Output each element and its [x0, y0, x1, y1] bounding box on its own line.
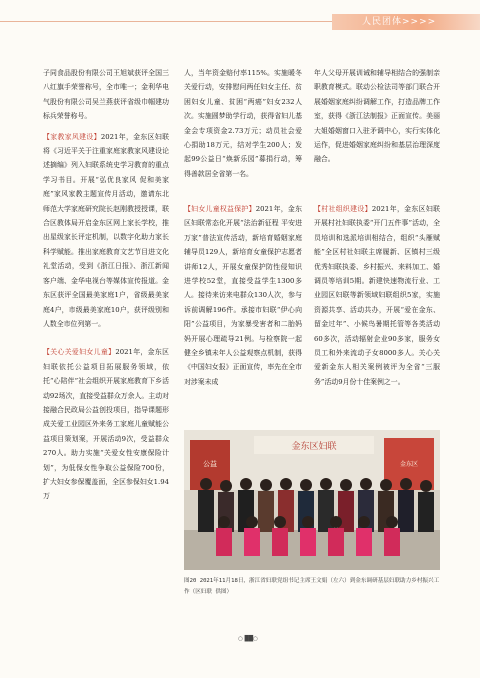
village-text: 2021年，金东区妇联开展村社妇联执委“开门五件事”活动，全员培训和选派培训相结合，组织“头雁赋能”全区村社妇联主席履新、区镇村三级优秀妇联执委、乡村振兴、来料加工、婚调员等培训5期。新建快速物流行业、工业园区妇联等新领域妇联组织5家，实施资源共享、活动共办，开展“爱在金东、留金过年”、小候鸟暑期托管等各类活动60多次，活动辐射企业90多家，服务女员工和外来流动子女8000多人。关心关爱新金东人相关案例被评为全省“三服务”活动9月份十佳案例之一。	[314, 205, 440, 386]
rights-text: 2021年，金东区妇联常态化开展“法治新征程 平安进万家”普法宣传活动，新培育婚姻家庭辅导员129人，新培育女童保护志愿者讲师12人，开展女童保护防性侵知识进学校52堂，直接受益学生1300多人。接待来访来电群众130人次，参与诉前调解196件。承接市妇联“伊心向阳”公益项目，为家暴受害者和二胎妈妈开展心理疏导21例。与检察院一起健全乡镇未年人公益观察点机制，获得《中国妇女报》正面宣传，率先在全市对涉案未成	[184, 205, 302, 386]
village-heading: 【村社组织建设】	[314, 205, 372, 213]
column-2-bottom	[184, 202, 302, 418]
care-heading: 【关心关爱妇女儿童】	[43, 348, 116, 357]
care-section	[43, 345, 169, 503]
board-right-text: 金东区	[399, 461, 419, 468]
family-heading: 【家教家风建设】	[43, 132, 101, 141]
column-1-intro: 子同食品股份有限公司王旭斌获评全国三八红旗手荣誉称号，全市唯一；金利华电气股份有限公司吴兰燕获评省级巾帼建功标兵荣誉称号。	[43, 69, 169, 121]
section-title: 人民团体>>>>	[362, 17, 437, 27]
village-section	[314, 202, 440, 389]
page-footer: ○ ██○	[238, 636, 258, 642]
rights-heading: 【妇女儿童权益保护】	[184, 205, 256, 213]
care-text: 2021年，金东区妇联依托公益项目拓展服务领域，依托“心陪伴”社会组织开展家庭教育下乡活动92场次，直接受益群众万余人。主动对接融合民政局公益创投项目，指导课题形成关爱工业园区外来务工家庭儿童赋能公益项目策划案，开展活动9次，受益群众270人。助力实施“关爱女性安康保险计划”，为低保女性争取公益保险700份，扩大妇女参保覆盖面，全区参保妇女1.94万	[43, 348, 169, 501]
photo-caption: 图20 2021年11月18日，浙江省妇联党组书记主席王文娟（左六）到金东调研基层妇联助力乡村振兴工作（区妇联 供图）	[184, 578, 440, 595]
column-1	[43, 66, 169, 678]
column-3-top	[314, 66, 440, 182]
group-photo	[184, 430, 440, 570]
column-2-intro: 人，当年资金赔付率115%。实施暖冬关爱行动，安排慰问两任妇女主任、贫困妇女儿童、贫困“两癌”妇女232人次。实施圆梦助学行动，获得省妇儿基金会专项资金2.73万元；动员社会爱心捐助18万元，结对学生200人；发起99公益日“焕新乐园”募捐行动，筹得善款居全省第一名。	[184, 69, 302, 178]
column-2-top	[184, 66, 302, 182]
board-left-text: 公益	[203, 460, 217, 468]
banner-text: 金东区妇联	[291, 442, 337, 452]
column-3-bottom	[314, 202, 440, 418]
family-text: 2021年，金东区妇联将《习近平关于注重家庭家教家风建设论述摘编》列入妇联系统史学习教育的重点学习书目。开展“弘优良家风 促和美家庭”家风家教主题宣传月活动，邀请东北师范大学家庭研究院长赵刚教授授课，联合区教体局开启金东区网上家长学校，推出星级家长评定机制，以数字化助力家长科学赋能。推出家庭教育文艺节目进文化礼堂活动，受到《浙江日报》、浙江新闻客户端、金华电视台等媒体宣传报道。金东区获评全国最美家庭1户，省级最美家庭4户，市级最美家庭10户，获评级别和人数全市位列第一。	[43, 132, 169, 328]
family-section	[43, 130, 169, 332]
column-3-intro: 年人父母开展训诫和辅导相结合的强制亲职教育模式。联动公检法司等部门联合开展婚姻家庭纠纷调解工作，打造品牌工作室，获得《浙江法制报》正面宣传。美丽大姐婚姻窗口入驻矛调中心，实行实体化运作，促进婚姻家庭纠纷和基层治理深度融合。	[314, 69, 440, 164]
rights-section	[184, 202, 302, 389]
